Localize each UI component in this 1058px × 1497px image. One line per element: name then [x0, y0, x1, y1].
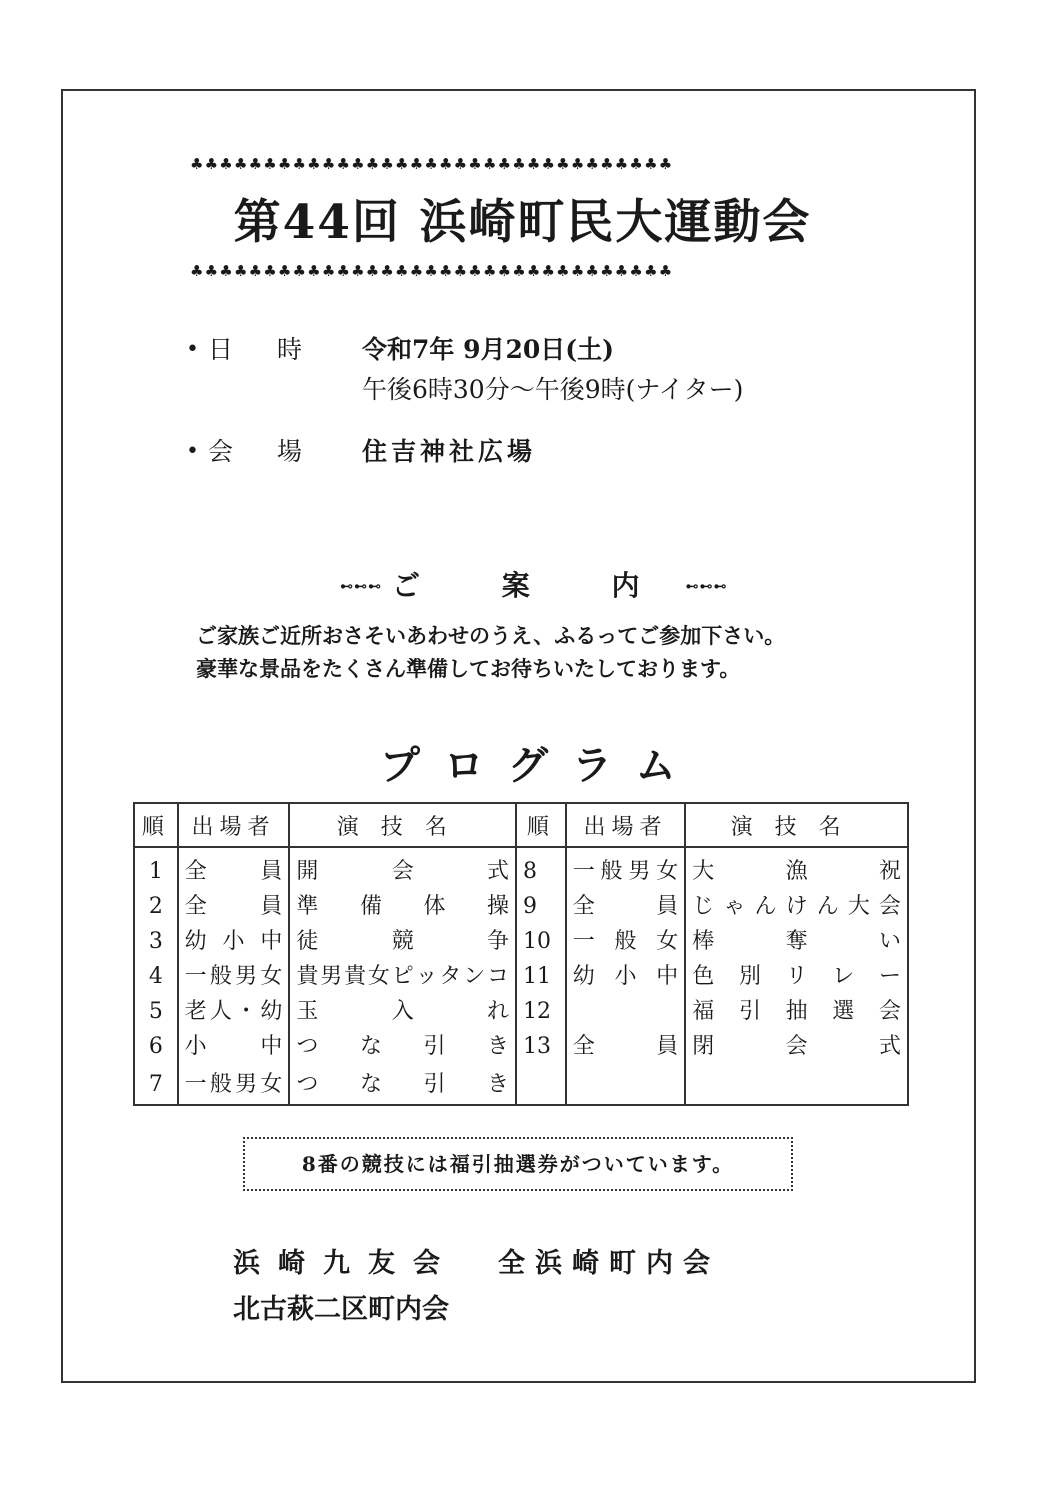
- event-text: 棒 奪 い: [692, 929, 901, 954]
- program-event: [685, 959, 908, 994]
- time-value: 午後6時30分～午後9時(ナイター): [362, 375, 744, 404]
- program-participant: [566, 994, 686, 1029]
- date-label: 日 時: [208, 335, 320, 364]
- event-text: つ な 引 き: [296, 1034, 510, 1059]
- event-text: つ な 引 き: [296, 1071, 510, 1097]
- program-event: [685, 924, 908, 959]
- header-game: 演技名: [289, 803, 516, 847]
- event-text: じ ゃ ん け ん 大 会: [692, 894, 901, 919]
- date-value: 令和7年 9月20日(土): [362, 335, 614, 364]
- participant-text: 一 般 男 女: [184, 1071, 283, 1097]
- venue-label: 会 場: [208, 437, 320, 466]
- program-no: 10: [516, 924, 566, 959]
- participant-text: 幼 小 中: [184, 929, 283, 954]
- bullet-icon: •: [186, 439, 199, 464]
- event-text: 閉 会 式: [692, 1034, 901, 1059]
- program-no: 12: [516, 994, 566, 1029]
- program-event: [685, 889, 908, 924]
- program-no: 11: [516, 959, 566, 994]
- event-text: 玉 入 れ: [296, 999, 510, 1024]
- event-text: 準 備 体 操: [296, 894, 510, 919]
- sponsor-org: 浜崎九友会: [233, 1248, 458, 1279]
- header-no: 順: [516, 803, 566, 847]
- table-row: [134, 1064, 908, 1105]
- event-text: 開 会 式: [296, 859, 510, 884]
- program-event: [685, 1029, 908, 1064]
- participant-text: 老 人 ・ 幼: [184, 999, 283, 1024]
- program-no: 1: [134, 854, 178, 889]
- table-row: [134, 1029, 908, 1064]
- notice-box: 8番の競技には福引抽選券がついています。: [243, 1137, 793, 1191]
- participant-text: 全 員: [184, 894, 283, 919]
- guide-heading-text: ご 案 内: [392, 569, 676, 602]
- sponsor-org: 全浜崎町内会: [498, 1248, 720, 1279]
- program-no: 8: [516, 854, 566, 889]
- program-event: [289, 889, 516, 924]
- program-title: プログラム: [380, 743, 700, 789]
- header-who: 出場者: [178, 803, 290, 847]
- intro-line-2: 豪華な景品をたくさん準備してお待ちいたしております。: [196, 656, 741, 681]
- sponsor-line-2: [233, 1290, 449, 1330]
- table-row: [134, 959, 908, 994]
- event-text: 福 引 抽 選 会: [692, 999, 901, 1024]
- program-participant: [178, 924, 290, 959]
- participant-text: 小 中: [184, 1034, 283, 1059]
- program-no: [516, 1064, 566, 1105]
- event-text: 大 漁 祝: [692, 859, 901, 884]
- participant-text: 一 般 男 女: [184, 964, 283, 989]
- program-no: 5: [134, 994, 178, 1029]
- table-row: [134, 994, 908, 1029]
- right-deco-icon: ⊷⊷⊷: [685, 579, 728, 595]
- program-participant: [178, 994, 290, 1029]
- program-participant: [178, 1064, 290, 1105]
- program-participant: [566, 959, 686, 994]
- program-no: 2: [134, 889, 178, 924]
- event-text: 色 別 リ レ ー: [692, 964, 901, 989]
- participant-text: 一 般 男 女: [572, 859, 679, 884]
- program-participant: [566, 1064, 686, 1105]
- participant-text: 幼 小 中: [572, 964, 679, 989]
- program-participant: [178, 854, 290, 889]
- intro-line-1: ご家族ご近所おさそいあわせのうえ、ふるってご参加下さい。: [196, 623, 786, 648]
- program-event: [289, 854, 516, 889]
- participant-text: 一 般 女: [572, 929, 679, 954]
- program-no: 3: [134, 924, 178, 959]
- program-table: [133, 802, 909, 1106]
- program-participant: [178, 959, 290, 994]
- program-participant: [178, 1029, 290, 1064]
- bottom-ornament: ♣♣♣♣♣♣♣♣♣♣♣♣♣♣♣♣♣♣♣♣♣♣♣♣♣♣♣♣♣♣♣♣♣: [190, 262, 674, 280]
- program-event: [685, 1064, 908, 1105]
- table-row: [134, 889, 908, 924]
- program-no: 4: [134, 959, 178, 994]
- sponsor-line-1: [233, 1244, 720, 1284]
- guide-heading: [340, 566, 728, 608]
- program-no: 9: [516, 889, 566, 924]
- sponsor-org: 北古萩二区町内会: [233, 1294, 449, 1325]
- program-event: [289, 1064, 516, 1105]
- event-text: 貴 男 貴 女 ピ ッ タ ン コ: [296, 964, 510, 989]
- program-event: [289, 924, 516, 959]
- program-no: 6: [134, 1029, 178, 1064]
- program-event: [685, 854, 908, 889]
- program-event: [289, 1029, 516, 1064]
- program-no: 7: [134, 1064, 178, 1105]
- program-participant: [566, 854, 686, 889]
- top-ornament: ♣♣♣♣♣♣♣♣♣♣♣♣♣♣♣♣♣♣♣♣♣♣♣♣♣♣♣♣♣♣♣♣♣: [190, 155, 674, 173]
- program-event: [289, 994, 516, 1029]
- program-participant: [178, 889, 290, 924]
- program-event: [685, 994, 908, 1029]
- bullet-icon: •: [186, 337, 199, 362]
- participant-text: 全 員: [572, 894, 679, 919]
- left-deco-icon: ⊷⊷⊷: [340, 579, 382, 595]
- program-participant: [566, 1029, 686, 1064]
- program-event: [289, 959, 516, 994]
- header-who: 出場者: [566, 803, 686, 847]
- table-row: [134, 854, 908, 889]
- page-title: 第44回 浜崎町民大運動会: [233, 195, 812, 250]
- header-game: 演技名: [685, 803, 908, 847]
- participant-text: 全 員: [572, 1034, 679, 1059]
- table-header-row: [134, 803, 908, 847]
- event-text: 徒 競 争: [296, 929, 510, 954]
- header-no: 順: [134, 803, 178, 847]
- program-no: 13: [516, 1029, 566, 1064]
- program-participant: [566, 889, 686, 924]
- participant-text: 全 員: [184, 859, 283, 884]
- venue-value: 住吉神社広場: [362, 437, 537, 466]
- table-row: [134, 924, 908, 959]
- program-participant: [566, 924, 686, 959]
